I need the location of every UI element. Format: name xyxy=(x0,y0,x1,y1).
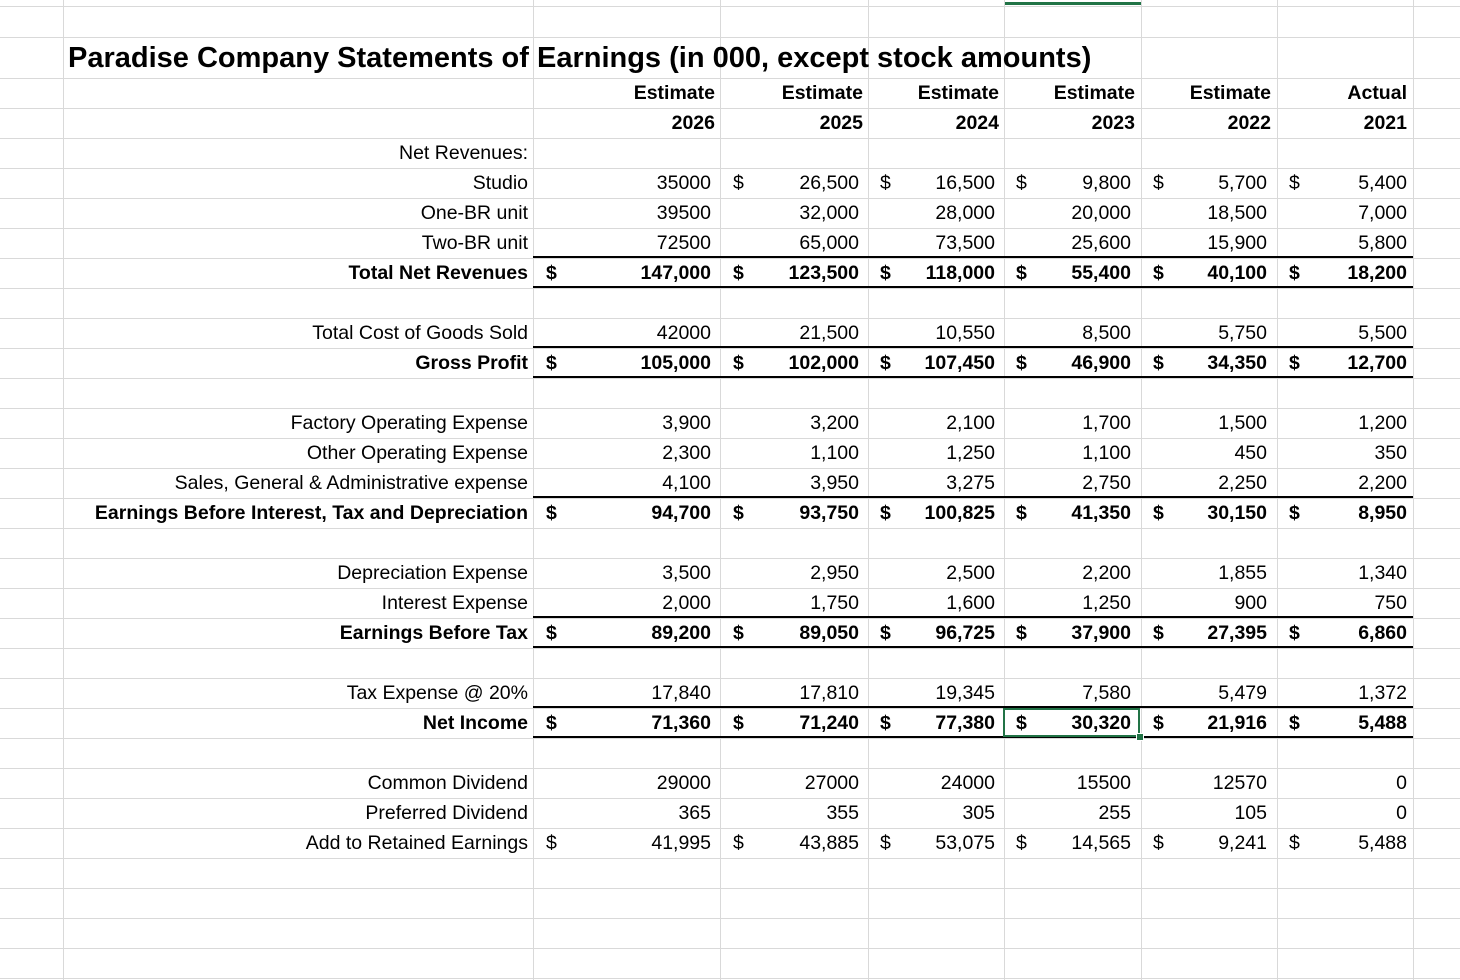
value-cell[interactable]: 123,500 xyxy=(788,262,859,284)
value-cell[interactable]: 18,500 xyxy=(1207,202,1267,224)
value-cell[interactable]: 3,500 xyxy=(662,562,711,584)
currency-symbol: $ xyxy=(733,262,744,284)
value-cell[interactable]: 1,855 xyxy=(1218,562,1267,584)
row-other-opex xyxy=(0,438,1460,468)
fill-handle[interactable] xyxy=(1136,733,1144,741)
value-cell[interactable]: 305 xyxy=(962,802,995,824)
column-header-2-line2[interactable]: 2025 xyxy=(819,112,863,134)
column-header-3-line2[interactable]: 2024 xyxy=(955,112,999,134)
value-cell[interactable]: 1,500 xyxy=(1218,412,1267,434)
value-cell[interactable]: 72500 xyxy=(656,232,711,254)
value-cell[interactable]: 21,500 xyxy=(799,322,859,344)
row-two-br xyxy=(0,228,1460,258)
row-label[interactable]: Sales, General & Administrative expense xyxy=(174,472,528,494)
row-label[interactable]: Earnings Before Tax xyxy=(339,622,528,644)
row-label[interactable]: Depreciation Expense xyxy=(337,562,528,584)
currency-symbol: $ xyxy=(880,262,891,284)
value-cell[interactable]: 3,275 xyxy=(946,472,995,494)
value-cell[interactable]: 77,380 xyxy=(935,712,995,734)
currency-symbol: $ xyxy=(1016,622,1027,644)
row-label[interactable]: Two-BR unit xyxy=(421,232,528,254)
currency-symbol: $ xyxy=(1289,352,1300,374)
currency-symbol: $ xyxy=(1289,712,1300,734)
value-cell[interactable]: 89,200 xyxy=(651,622,711,644)
value-cell[interactable]: 12,700 xyxy=(1347,352,1407,374)
currency-symbol: $ xyxy=(1153,832,1164,854)
value-cell[interactable]: 24000 xyxy=(940,772,995,794)
grid-row-line xyxy=(0,978,1460,979)
currency-symbol: $ xyxy=(880,502,891,524)
value-cell[interactable]: 2,300 xyxy=(662,442,711,464)
value-cell[interactable]: 19,345 xyxy=(935,682,995,704)
currency-symbol: $ xyxy=(1153,262,1164,284)
value-cell[interactable]: 900 xyxy=(1234,592,1267,614)
value-cell[interactable]: 7,000 xyxy=(1358,202,1407,224)
row-factory-opex xyxy=(0,408,1460,438)
value-cell[interactable]: 5,500 xyxy=(1358,322,1407,344)
row-interest xyxy=(0,588,1460,618)
selected-column-indicator xyxy=(1005,2,1141,5)
currency-symbol: $ xyxy=(880,622,891,644)
value-cell[interactable]: 3,950 xyxy=(810,472,859,494)
value-cell[interactable]: 15,900 xyxy=(1207,232,1267,254)
currency-symbol: $ xyxy=(1016,352,1027,374)
row-label[interactable]: Earnings Before Interest, Tax and Depreciation xyxy=(94,502,528,524)
currency-symbol: $ xyxy=(1153,172,1164,194)
value-cell[interactable]: 5,488 xyxy=(1358,712,1407,734)
value-cell[interactable]: 105,000 xyxy=(640,352,711,374)
grid-row-line xyxy=(0,288,1460,289)
value-cell[interactable]: 5,488 xyxy=(1358,832,1407,854)
row-label[interactable]: Add to Retained Earnings xyxy=(305,832,528,854)
column-header-4-line2[interactable]: 2023 xyxy=(1091,112,1135,134)
value-cell[interactable]: 37,900 xyxy=(1071,622,1131,644)
value-cell[interactable]: 21,916 xyxy=(1207,712,1267,734)
value-cell[interactable]: 2,750 xyxy=(1082,472,1131,494)
value-cell[interactable]: 10,550 xyxy=(935,322,995,344)
grid-row-line xyxy=(0,858,1460,859)
value-cell[interactable]: 8,950 xyxy=(1358,502,1407,524)
value-cell[interactable]: 2,200 xyxy=(1082,562,1131,584)
value-cell[interactable]: 20,000 xyxy=(1071,202,1131,224)
value-cell[interactable]: 32,000 xyxy=(799,202,859,224)
row-retained xyxy=(0,828,1460,858)
value-cell[interactable]: 89,050 xyxy=(799,622,859,644)
value-cell[interactable]: 26,500 xyxy=(799,172,859,194)
row-label[interactable]: Common Dividend xyxy=(367,772,528,794)
value-cell[interactable]: 1,340 xyxy=(1358,562,1407,584)
currency-symbol: $ xyxy=(733,832,744,854)
value-cell[interactable]: 355 xyxy=(826,802,859,824)
row-gross-profit xyxy=(0,348,1460,378)
column-header-6-line2[interactable]: 2021 xyxy=(1363,112,1407,134)
currency-symbol: $ xyxy=(1153,352,1164,374)
row-label[interactable]: Net Income xyxy=(422,712,528,734)
value-cell[interactable]: 71,360 xyxy=(651,712,711,734)
column-header-1-line1[interactable]: Estimate xyxy=(633,82,715,104)
grid-row-line xyxy=(0,948,1460,949)
currency-symbol: $ xyxy=(546,622,557,644)
column-header-5-line1[interactable]: Estimate xyxy=(1189,82,1271,104)
row-label[interactable]: Studio xyxy=(472,172,528,194)
value-cell[interactable]: 2,950 xyxy=(810,562,859,584)
value-cell[interactable]: 5,750 xyxy=(1218,322,1267,344)
currency-symbol: $ xyxy=(546,262,557,284)
currency-symbol: $ xyxy=(880,352,891,374)
value-cell[interactable]: 3,900 xyxy=(662,412,711,434)
currency-symbol: $ xyxy=(546,352,557,374)
value-cell[interactable]: 450 xyxy=(1234,442,1267,464)
currency-symbol: $ xyxy=(1289,622,1300,644)
column-header-1-line2[interactable]: 2026 xyxy=(671,112,715,134)
value-cell[interactable]: 365 xyxy=(678,802,711,824)
value-cell[interactable]: 46,900 xyxy=(1071,352,1131,374)
value-cell[interactable]: 5,700 xyxy=(1218,172,1267,194)
value-cell[interactable]: 27000 xyxy=(804,772,859,794)
currency-symbol: $ xyxy=(1016,502,1027,524)
row-studio xyxy=(0,168,1460,198)
value-cell[interactable]: 1,372 xyxy=(1358,682,1407,704)
value-cell[interactable]: 7,580 xyxy=(1082,682,1131,704)
value-cell[interactable]: 107,450 xyxy=(924,352,995,374)
selected-cell[interactable] xyxy=(1003,708,1140,737)
value-cell[interactable]: 73,500 xyxy=(935,232,995,254)
row-tax xyxy=(0,678,1460,708)
value-cell[interactable]: 9,800 xyxy=(1082,172,1131,194)
value-cell[interactable]: 71,240 xyxy=(799,712,859,734)
currency-symbol: $ xyxy=(1016,712,1027,734)
row-ebitd xyxy=(0,498,1460,528)
grid-row-line xyxy=(0,528,1460,529)
value-cell[interactable]: 14,565 xyxy=(1071,832,1131,854)
row-net-income xyxy=(0,708,1460,738)
value-cell[interactable]: 1,200 xyxy=(1358,412,1407,434)
value-cell[interactable]: 53,075 xyxy=(935,832,995,854)
value-cell[interactable]: 18,200 xyxy=(1347,262,1407,284)
value-cell[interactable]: 9,241 xyxy=(1218,832,1267,854)
value-cell[interactable]: 17,810 xyxy=(799,682,859,704)
value-cell[interactable]: 2,200 xyxy=(1358,472,1407,494)
grid-row-line xyxy=(0,648,1460,649)
grid-row-line xyxy=(0,918,1460,919)
value-cell[interactable]: 6,860 xyxy=(1358,622,1407,644)
row-preferred-dividend xyxy=(0,798,1460,828)
currency-symbol: $ xyxy=(733,352,744,374)
row-label[interactable]: One-BR unit xyxy=(420,202,528,224)
value-cell[interactable]: 30,320 xyxy=(1071,712,1131,734)
value-cell[interactable]: 12570 xyxy=(1212,772,1267,794)
value-cell[interactable]: 94,700 xyxy=(651,502,711,524)
value-cell[interactable]: 28,000 xyxy=(935,202,995,224)
value-cell[interactable]: 65,000 xyxy=(799,232,859,254)
currency-symbol: $ xyxy=(733,172,744,194)
header-row-2 xyxy=(0,108,1460,138)
value-cell[interactable]: 4,100 xyxy=(662,472,711,494)
value-cell[interactable]: 1,750 xyxy=(810,592,859,614)
value-cell[interactable]: 2,250 xyxy=(1218,472,1267,494)
value-cell[interactable]: 25,600 xyxy=(1071,232,1131,254)
row-total-net-revenues xyxy=(0,258,1460,288)
currency-symbol: $ xyxy=(1016,172,1027,194)
value-cell[interactable]: 1,600 xyxy=(946,592,995,614)
value-cell[interactable]: 1,250 xyxy=(1082,592,1131,614)
header-row-1 xyxy=(0,78,1460,108)
currency-symbol: $ xyxy=(733,502,744,524)
row-label[interactable]: Total Cost of Goods Sold xyxy=(312,322,528,344)
currency-symbol: $ xyxy=(1153,712,1164,734)
grid-row-line xyxy=(0,738,1460,739)
value-cell[interactable]: 30,150 xyxy=(1207,502,1267,524)
column-header-5-line2[interactable]: 2022 xyxy=(1227,112,1271,134)
row-depreciation xyxy=(0,558,1460,588)
grid-row-line xyxy=(0,6,1460,7)
row-sga xyxy=(0,468,1460,498)
currency-symbol: $ xyxy=(880,172,891,194)
currency-symbol: $ xyxy=(880,712,891,734)
row-cogs xyxy=(0,318,1460,348)
currency-symbol: $ xyxy=(1153,502,1164,524)
value-cell[interactable]: 35000 xyxy=(656,172,711,194)
value-cell[interactable]: 15500 xyxy=(1076,772,1131,794)
currency-symbol: $ xyxy=(1153,622,1164,644)
sheet-title: Paradise Company Statements of Earnings (in 000, except stock amounts) xyxy=(68,42,1092,74)
value-cell[interactable]: 2,100 xyxy=(946,412,995,434)
currency-symbol: $ xyxy=(546,502,557,524)
value-cell[interactable]: 93,750 xyxy=(799,502,859,524)
value-cell[interactable]: 27,395 xyxy=(1207,622,1267,644)
row-label[interactable]: Preferred Dividend xyxy=(365,802,528,824)
value-cell[interactable]: 1,700 xyxy=(1082,412,1131,434)
currency-symbol: $ xyxy=(1289,502,1300,524)
value-cell[interactable]: 41,350 xyxy=(1071,502,1131,524)
value-cell[interactable]: 55,400 xyxy=(1071,262,1131,284)
value-cell[interactable]: 100,825 xyxy=(924,502,995,524)
column-header-3-line1[interactable]: Estimate xyxy=(917,82,999,104)
value-cell[interactable]: 350 xyxy=(1374,442,1407,464)
currency-symbol: $ xyxy=(1289,172,1300,194)
row-common-dividend xyxy=(0,768,1460,798)
value-cell[interactable]: 118,000 xyxy=(925,262,995,284)
currency-symbol: $ xyxy=(880,832,891,854)
value-cell[interactable]: 1,100 xyxy=(1082,442,1131,464)
value-cell[interactable]: 42000 xyxy=(656,322,711,344)
row-label[interactable]: Total Net Revenues xyxy=(348,262,528,284)
value-cell[interactable]: 105 xyxy=(1234,802,1267,824)
column-header-2-line1[interactable]: Estimate xyxy=(781,82,863,104)
value-cell[interactable]: 0 xyxy=(1396,802,1407,824)
value-cell[interactable]: 3,200 xyxy=(810,412,859,434)
value-cell[interactable]: 2,000 xyxy=(662,592,711,614)
row-label[interactable]: Other Operating Expense xyxy=(306,442,528,464)
value-cell[interactable]: 39500 xyxy=(656,202,711,224)
value-cell[interactable]: 8,500 xyxy=(1082,322,1131,344)
row-label[interactable]: Gross Profit xyxy=(415,352,528,374)
row-label[interactable]: Factory Operating Expense xyxy=(290,412,528,434)
value-cell[interactable]: 255 xyxy=(1098,802,1131,824)
currency-symbol: $ xyxy=(546,712,557,734)
value-cell[interactable]: 29000 xyxy=(656,772,711,794)
value-cell[interactable]: 5,400 xyxy=(1358,172,1407,194)
value-cell[interactable]: 96,725 xyxy=(935,622,995,644)
value-cell[interactable]: 41,995 xyxy=(651,832,711,854)
value-cell[interactable]: 2,500 xyxy=(946,562,995,584)
value-cell[interactable]: 0 xyxy=(1396,772,1407,794)
value-cell[interactable]: 17,840 xyxy=(651,682,711,704)
column-header-4-line1[interactable]: Estimate xyxy=(1053,82,1135,104)
row-one-br xyxy=(0,198,1460,228)
grid-row-line xyxy=(0,888,1460,889)
currency-symbol: $ xyxy=(1289,262,1300,284)
value-cell[interactable]: 1,250 xyxy=(946,442,995,464)
value-cell[interactable]: 1,100 xyxy=(810,442,859,464)
currency-symbol: $ xyxy=(1016,262,1027,284)
value-cell[interactable]: 16,500 xyxy=(935,172,995,194)
value-cell[interactable]: 5,479 xyxy=(1218,682,1267,704)
value-cell[interactable]: 40,100 xyxy=(1207,262,1267,284)
grid-row-line xyxy=(0,378,1460,379)
value-cell[interactable]: 34,350 xyxy=(1207,352,1267,374)
currency-symbol: $ xyxy=(733,712,744,734)
currency-symbol: $ xyxy=(1016,832,1027,854)
currency-symbol: $ xyxy=(1289,832,1300,854)
row-label[interactable]: Net Revenues: xyxy=(399,142,528,164)
row-label[interactable]: Tax Expense @ 20% xyxy=(346,682,528,704)
value-cell[interactable]: 147,000 xyxy=(640,262,711,284)
row-label[interactable]: Interest Expense xyxy=(381,592,528,614)
currency-symbol: $ xyxy=(733,622,744,644)
value-cell[interactable]: 5,800 xyxy=(1358,232,1407,254)
row-ebt xyxy=(0,618,1460,648)
value-cell[interactable]: 43,885 xyxy=(799,832,859,854)
value-cell[interactable]: 102,000 xyxy=(788,352,859,374)
column-header-6-line1[interactable]: Actual xyxy=(1347,82,1407,104)
value-cell[interactable]: 750 xyxy=(1374,592,1407,614)
row-net-revenues-header xyxy=(0,138,1460,168)
currency-symbol: $ xyxy=(546,832,557,854)
